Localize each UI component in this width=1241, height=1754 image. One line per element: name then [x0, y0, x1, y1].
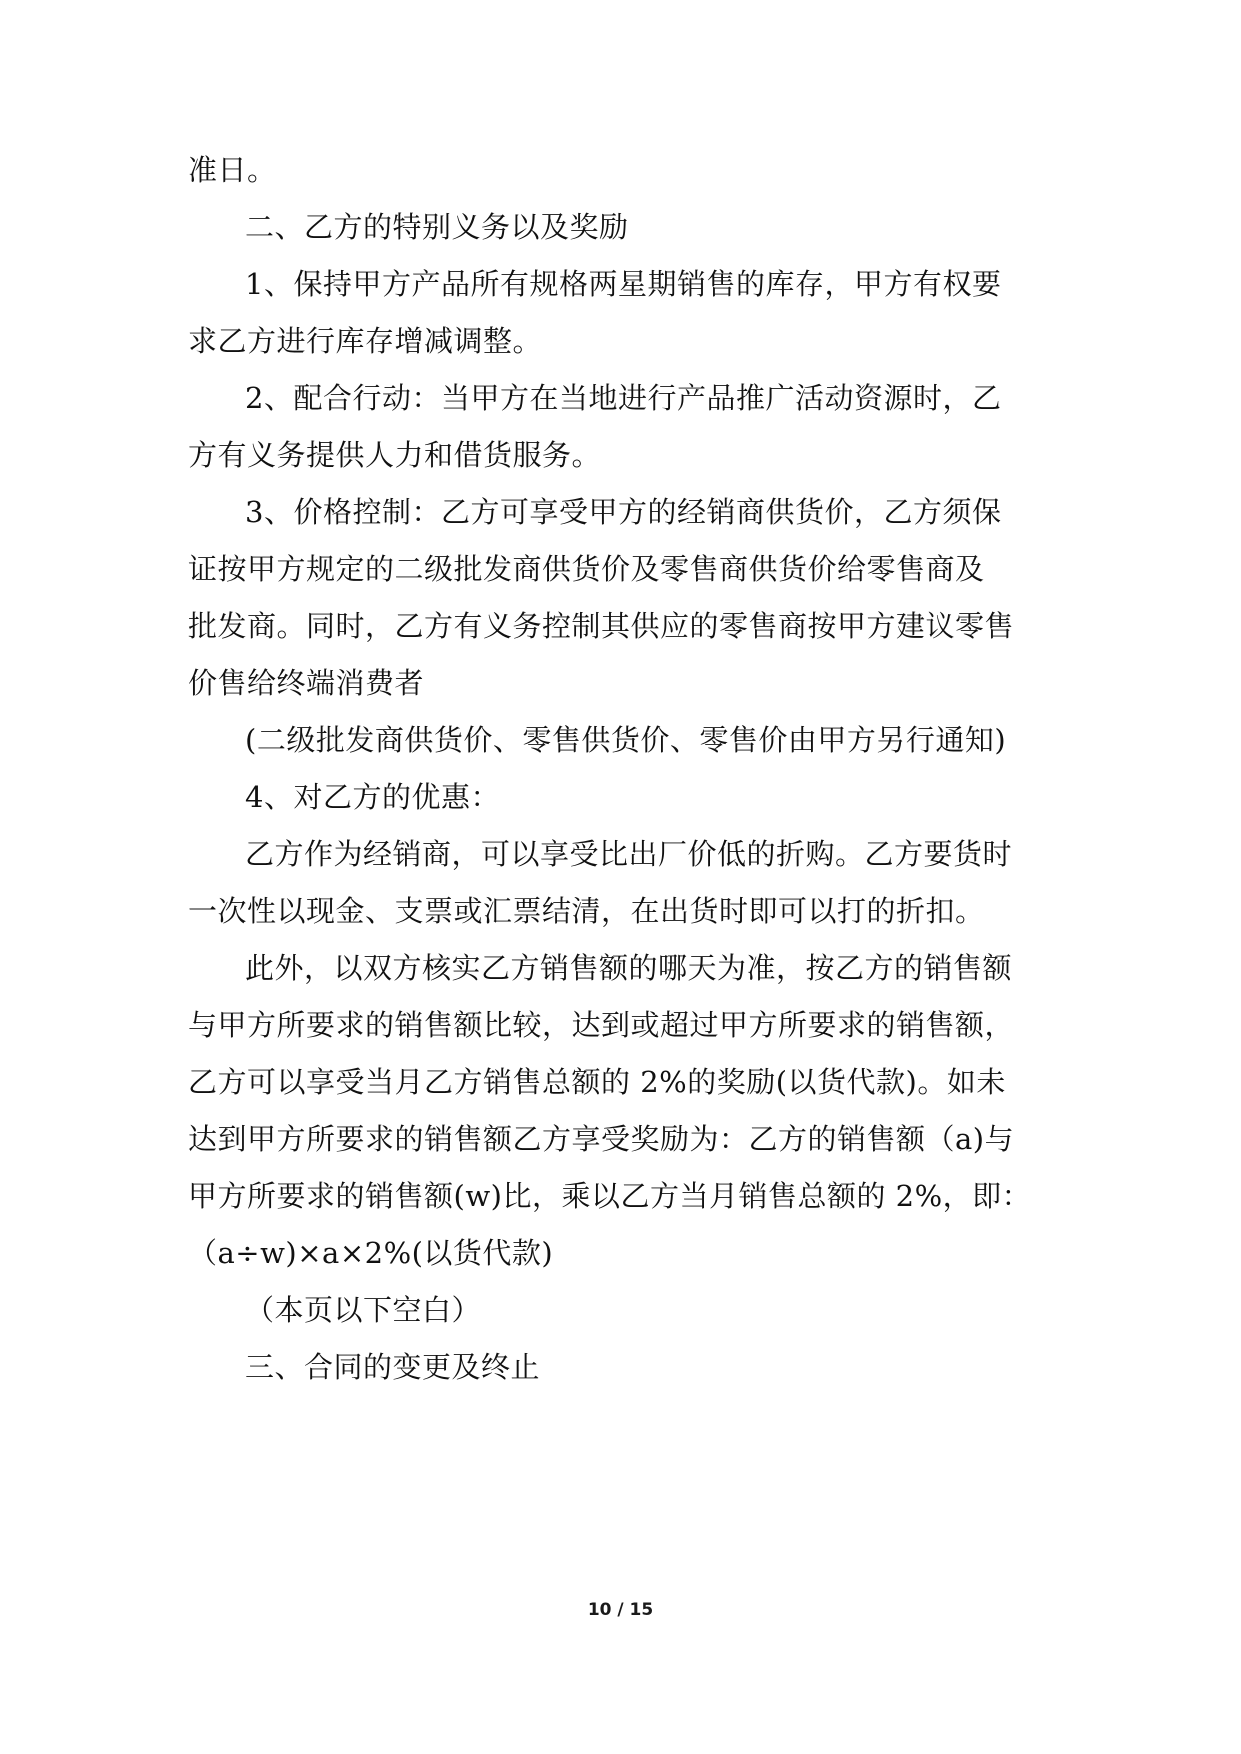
text-line: 一次性以现金、支票或汇票结清，在出货时即可以打的折扣。 [188, 894, 985, 928]
text-line: 乙方可以享受当月乙方销售总额的 2%的奖励(以货代款)。如未 [188, 1065, 1006, 1099]
text-line: 乙方作为经销商，可以享受比出厂价低的折购。乙方要货时 [245, 837, 1013, 871]
text-line: 3、价格控制：乙方可享受甲方的经销商供货价，乙方须保 [245, 495, 1002, 529]
page-number: 10 / 15 [587, 1600, 654, 1620]
text-line: 方有义务提供人力和借货服务。 [188, 438, 602, 472]
text-line: 准日。 [188, 153, 277, 187]
section-heading: 二、乙方的特别义务以及奖励 [245, 210, 629, 244]
text-line: 求乙方进行库存增减调整。 [188, 324, 543, 358]
text-line: 批发商。同时，乙方有义务控制其供应的零售商按甲方建议零售 [188, 609, 1015, 643]
text-line: 价售给终端消费者 [188, 666, 425, 700]
text-line: 4、对乙方的优惠： [245, 780, 500, 814]
blank-notice: （本页以下空白） [245, 1293, 482, 1327]
section-heading: 三、合同的变更及终止 [245, 1350, 541, 1384]
text-line: 与甲方所要求的销售额比较，达到或超过甲方所要求的销售额， [188, 1008, 1015, 1042]
text-line: 甲方所要求的销售额(w)比，乘以乙方当月销售总额的 2%，即： [188, 1179, 1032, 1213]
text-line: 达到甲方所要求的销售额乙方享受奖励为：乙方的销售额（a)与 [188, 1122, 1015, 1156]
text-line: 2、配合行动：当甲方在当地进行产品推广活动资源时，乙 [245, 381, 1002, 415]
formula-line: （a÷w)×a×2%(以货代款) [188, 1236, 554, 1270]
text-line: 1、保持甲方产品所有规格两星期销售的库存，甲方有权要 [245, 267, 1002, 301]
text-line: 证按甲方规定的二级批发商供货价及零售商供货价给零售商及 [188, 552, 985, 586]
text-line: (二级批发商供货价、零售供货价、零售价由甲方另行通知) [245, 723, 1007, 757]
text-line: 此外，以双方核实乙方销售额的哪天为准，按乙方的销售额 [245, 951, 1013, 985]
